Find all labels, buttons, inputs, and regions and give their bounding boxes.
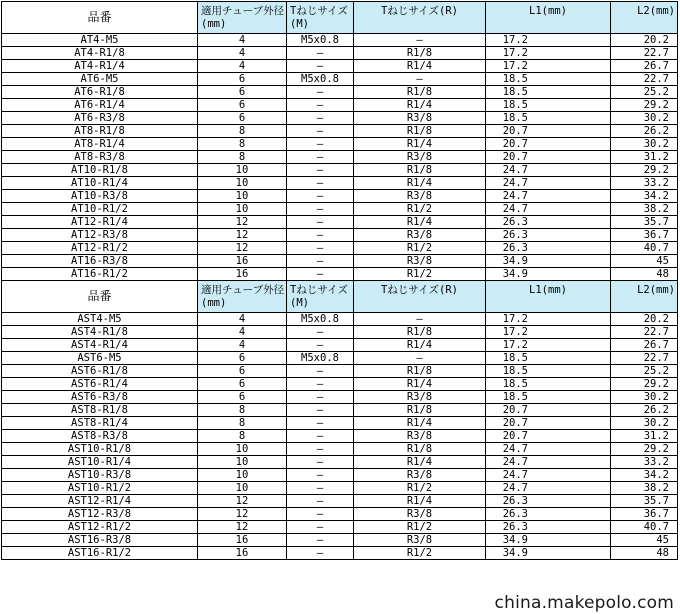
header-code: 品番 bbox=[2, 2, 198, 34]
cell-l1: 18.5 bbox=[486, 365, 611, 378]
cell-code: AT12-R3/8 bbox=[2, 229, 198, 242]
cell-t-r: R1/4 bbox=[354, 99, 486, 112]
header-t-m: Tねじサイズ(M) bbox=[287, 281, 354, 313]
cell-t-m: — bbox=[287, 268, 354, 281]
cell-t-m: — bbox=[287, 534, 354, 547]
cell-t-m: — bbox=[287, 190, 354, 203]
cell-t-r: R1/2 bbox=[354, 268, 486, 281]
cell-code: AT8-R1/4 bbox=[2, 138, 198, 151]
cell-code: AST8-R3/8 bbox=[2, 430, 198, 443]
cell-t-r: R3/8 bbox=[354, 190, 486, 203]
cell-t-m: M5x0.8 bbox=[287, 313, 354, 326]
cell-tube: 12 bbox=[198, 242, 287, 255]
cell-t-m: M5x0.8 bbox=[287, 34, 354, 47]
cell-code: AST4-R1/8 bbox=[2, 326, 198, 339]
cell-t-m: — bbox=[287, 508, 354, 521]
table-row bbox=[2, 190, 678, 203]
cell-code: AST6-R1/4 bbox=[2, 378, 198, 391]
cell-code: AST4-R1/4 bbox=[2, 339, 198, 352]
cell-code: AST10-R1/2 bbox=[2, 482, 198, 495]
cell-l1: 34.9 bbox=[486, 547, 611, 560]
cell-code: AT4-M5 bbox=[2, 34, 198, 47]
table-row bbox=[2, 34, 678, 47]
table-row bbox=[2, 365, 678, 378]
cell-t-r: — bbox=[354, 352, 486, 365]
cell-t-r: R1/4 bbox=[354, 378, 486, 391]
table-row bbox=[2, 255, 678, 268]
header-code: 品番 bbox=[2, 281, 198, 313]
table-row bbox=[2, 242, 678, 255]
cell-t-m: — bbox=[287, 203, 354, 216]
table-row bbox=[2, 203, 678, 216]
watermark-text: china.makepolo.com bbox=[494, 593, 674, 613]
cell-t-r: R1/4 bbox=[354, 417, 486, 430]
cell-code: AT12-R1/4 bbox=[2, 216, 198, 229]
cell-t-m: — bbox=[287, 255, 354, 268]
cell-t-m: — bbox=[287, 112, 354, 125]
cell-l2: 20.2 bbox=[611, 313, 678, 326]
cell-code: AT8-R3/8 bbox=[2, 151, 198, 164]
cell-t-m: — bbox=[287, 326, 354, 339]
cell-t-m: — bbox=[287, 216, 354, 229]
cell-t-r: R1/8 bbox=[354, 86, 486, 99]
cell-tube: 6 bbox=[198, 99, 287, 112]
cell-l1: 20.7 bbox=[486, 125, 611, 138]
cell-l1: 17.2 bbox=[486, 313, 611, 326]
cell-t-m: — bbox=[287, 404, 354, 417]
cell-l2: 34.2 bbox=[611, 190, 678, 203]
cell-l1: 24.7 bbox=[486, 177, 611, 190]
cell-t-m: — bbox=[287, 482, 354, 495]
cell-t-m: — bbox=[287, 99, 354, 112]
cell-t-r: R3/8 bbox=[354, 469, 486, 482]
cell-code: AST10-R1/4 bbox=[2, 456, 198, 469]
cell-code: AT6-R1/4 bbox=[2, 99, 198, 112]
header-t-r: Tねじサイズ(R) bbox=[354, 2, 486, 34]
cell-t-r: R1/2 bbox=[354, 521, 486, 534]
cell-l2: 45 bbox=[611, 255, 678, 268]
cell-t-m: — bbox=[287, 495, 354, 508]
table-row bbox=[2, 47, 678, 60]
cell-l1: 18.5 bbox=[486, 378, 611, 391]
cell-t-m: — bbox=[287, 443, 354, 456]
cell-l2: 25.2 bbox=[611, 86, 678, 99]
cell-l2: 31.2 bbox=[611, 430, 678, 443]
cell-tube: 10 bbox=[198, 469, 287, 482]
cell-code: AT10-R1/8 bbox=[2, 164, 198, 177]
cell-t-r: R3/8 bbox=[354, 255, 486, 268]
cell-code: AST10-R3/8 bbox=[2, 469, 198, 482]
cell-t-r: R1/4 bbox=[354, 138, 486, 151]
cell-l2: 31.2 bbox=[611, 151, 678, 164]
cell-code: AT10-R1/2 bbox=[2, 203, 198, 216]
cell-code: AST6-R1/8 bbox=[2, 365, 198, 378]
table-row bbox=[2, 73, 678, 86]
cell-tube: 10 bbox=[198, 177, 287, 190]
table-row bbox=[2, 430, 678, 443]
cell-l2: 35.7 bbox=[611, 216, 678, 229]
cell-l2: 48 bbox=[611, 547, 678, 560]
cell-tube: 6 bbox=[198, 352, 287, 365]
cell-t-m: — bbox=[287, 456, 354, 469]
cell-l1: 20.7 bbox=[486, 138, 611, 151]
cell-l2: 22.7 bbox=[611, 352, 678, 365]
cell-t-r: R1/4 bbox=[354, 495, 486, 508]
cell-l1: 34.9 bbox=[486, 255, 611, 268]
cell-tube: 6 bbox=[198, 378, 287, 391]
cell-tube: 8 bbox=[198, 138, 287, 151]
cell-t-m: — bbox=[287, 430, 354, 443]
cell-code: AST10-R1/8 bbox=[2, 443, 198, 456]
cell-code: AT10-R3/8 bbox=[2, 190, 198, 203]
cell-t-m: — bbox=[287, 391, 354, 404]
cell-l1: 24.7 bbox=[486, 469, 611, 482]
cell-t-r: R3/8 bbox=[354, 391, 486, 404]
cell-t-m: — bbox=[287, 47, 354, 60]
cell-t-r: R1/8 bbox=[354, 326, 486, 339]
cell-t-m: — bbox=[287, 417, 354, 430]
cell-l1: 17.2 bbox=[486, 326, 611, 339]
header-l2: L2(mm) bbox=[611, 2, 678, 34]
cell-code: AST8-R1/8 bbox=[2, 404, 198, 417]
table-row bbox=[2, 469, 678, 482]
table-row bbox=[2, 352, 678, 365]
cell-l1: 26.3 bbox=[486, 216, 611, 229]
cell-l1: 17.2 bbox=[486, 47, 611, 60]
table-row bbox=[2, 125, 678, 138]
cell-l2: 30.2 bbox=[611, 417, 678, 430]
cell-tube: 8 bbox=[198, 125, 287, 138]
cell-tube: 6 bbox=[198, 112, 287, 125]
cell-tube: 12 bbox=[198, 508, 287, 521]
cell-l1: 34.9 bbox=[486, 534, 611, 547]
cell-t-m: — bbox=[287, 339, 354, 352]
cell-t-m: — bbox=[287, 138, 354, 151]
cell-tube: 8 bbox=[198, 151, 287, 164]
cell-l2: 29.2 bbox=[611, 99, 678, 112]
cell-l2: 29.2 bbox=[611, 378, 678, 391]
cell-code: AT6-M5 bbox=[2, 73, 198, 86]
table-row bbox=[2, 521, 678, 534]
header-tube: 適用チューブ外径(mm) bbox=[198, 2, 287, 34]
header-l1: L1(mm) bbox=[486, 2, 611, 34]
table-row bbox=[2, 177, 678, 190]
cell-t-r: R1/2 bbox=[354, 482, 486, 495]
cell-code: AT4-R1/8 bbox=[2, 47, 198, 60]
cell-t-r: — bbox=[354, 34, 486, 47]
cell-code: AST8-R1/4 bbox=[2, 417, 198, 430]
cell-l1: 24.7 bbox=[486, 190, 611, 203]
cell-tube: 6 bbox=[198, 86, 287, 99]
table-row bbox=[2, 268, 678, 281]
cell-l1: 26.3 bbox=[486, 242, 611, 255]
cell-t-r: R1/8 bbox=[354, 125, 486, 138]
cell-l2: 35.7 bbox=[611, 495, 678, 508]
cell-t-r: R3/8 bbox=[354, 508, 486, 521]
cell-code: AT4-R1/4 bbox=[2, 60, 198, 73]
cell-code: AST12-R1/2 bbox=[2, 521, 198, 534]
cell-t-r: R1/8 bbox=[354, 47, 486, 60]
header-l1: L1(mm) bbox=[486, 281, 611, 313]
table-row bbox=[2, 339, 678, 352]
cell-t-r: R3/8 bbox=[354, 430, 486, 443]
cell-code: AST6-R3/8 bbox=[2, 391, 198, 404]
cell-l2: 36.7 bbox=[611, 508, 678, 521]
cell-l2: 36.7 bbox=[611, 229, 678, 242]
cell-t-r: R1/4 bbox=[354, 177, 486, 190]
table-row bbox=[2, 417, 678, 430]
cell-l1: 26.3 bbox=[486, 521, 611, 534]
cell-t-m: — bbox=[287, 469, 354, 482]
table-row bbox=[2, 112, 678, 125]
cell-l2: 30.2 bbox=[611, 138, 678, 151]
cell-l2: 25.2 bbox=[611, 365, 678, 378]
cell-t-m: — bbox=[287, 365, 354, 378]
cell-tube: 6 bbox=[198, 365, 287, 378]
cell-t-r: R1/8 bbox=[354, 443, 486, 456]
cell-code: AT12-R1/2 bbox=[2, 242, 198, 255]
cell-l2: 40.7 bbox=[611, 242, 678, 255]
table-row bbox=[2, 443, 678, 456]
spec-table bbox=[1, 1, 678, 560]
table-row bbox=[2, 534, 678, 547]
table-row bbox=[2, 547, 678, 560]
cell-l2: 22.7 bbox=[611, 326, 678, 339]
cell-l2: 26.2 bbox=[611, 125, 678, 138]
cell-l1: 20.7 bbox=[486, 404, 611, 417]
cell-tube: 12 bbox=[198, 521, 287, 534]
cell-tube: 12 bbox=[198, 495, 287, 508]
header-tube: 適用チューブ外径(mm) bbox=[198, 281, 287, 313]
cell-l1: 20.7 bbox=[486, 417, 611, 430]
cell-l2: 45 bbox=[611, 534, 678, 547]
cell-t-r: R1/8 bbox=[354, 365, 486, 378]
table-row bbox=[2, 60, 678, 73]
table-row bbox=[2, 326, 678, 339]
cell-l1: 18.5 bbox=[486, 112, 611, 125]
cell-code: AST12-R3/8 bbox=[2, 508, 198, 521]
cell-l1: 20.7 bbox=[486, 430, 611, 443]
cell-code: AST16-R1/2 bbox=[2, 547, 198, 560]
cell-t-m: — bbox=[287, 164, 354, 177]
cell-code: AT10-R1/4 bbox=[2, 177, 198, 190]
cell-l1: 24.7 bbox=[486, 443, 611, 456]
table-row bbox=[2, 482, 678, 495]
table-row bbox=[2, 508, 678, 521]
header-row bbox=[2, 2, 678, 34]
cell-tube: 10 bbox=[198, 443, 287, 456]
cell-code: AT8-R1/8 bbox=[2, 125, 198, 138]
table-row bbox=[2, 164, 678, 177]
cell-code: AST12-R1/4 bbox=[2, 495, 198, 508]
cell-l1: 24.7 bbox=[486, 482, 611, 495]
cell-l1: 34.9 bbox=[486, 268, 611, 281]
cell-tube: 4 bbox=[198, 60, 287, 73]
cell-t-r: R1/4 bbox=[354, 456, 486, 469]
cell-tube: 10 bbox=[198, 203, 287, 216]
cell-t-m: — bbox=[287, 125, 354, 138]
cell-l1: 18.5 bbox=[486, 99, 611, 112]
cell-t-r: R3/8 bbox=[354, 534, 486, 547]
table-row bbox=[2, 86, 678, 99]
table-row bbox=[2, 99, 678, 112]
cell-t-r: — bbox=[354, 313, 486, 326]
cell-t-r: R3/8 bbox=[354, 112, 486, 125]
cell-code: AST6-M5 bbox=[2, 352, 198, 365]
header-t-r: Tねじサイズ(R) bbox=[354, 281, 486, 313]
table-row bbox=[2, 391, 678, 404]
cell-tube: 8 bbox=[198, 417, 287, 430]
table-row bbox=[2, 404, 678, 417]
cell-l2: 22.7 bbox=[611, 47, 678, 60]
header-t-m: Tねじサイズ(M) bbox=[287, 2, 354, 34]
cell-l2: 30.2 bbox=[611, 112, 678, 125]
cell-t-r: R1/2 bbox=[354, 547, 486, 560]
cell-l1: 17.2 bbox=[486, 60, 611, 73]
cell-l2: 29.2 bbox=[611, 164, 678, 177]
cell-l1: 18.5 bbox=[486, 391, 611, 404]
cell-t-r: — bbox=[354, 73, 486, 86]
cell-tube: 10 bbox=[198, 164, 287, 177]
table-row bbox=[2, 313, 678, 326]
cell-code: AT16-R1/2 bbox=[2, 268, 198, 281]
cell-l1: 17.2 bbox=[486, 339, 611, 352]
cell-t-m: — bbox=[287, 151, 354, 164]
cell-l1: 17.2 bbox=[486, 34, 611, 47]
header-row bbox=[2, 281, 678, 313]
cell-t-m: — bbox=[287, 177, 354, 190]
cell-l1: 24.7 bbox=[486, 456, 611, 469]
cell-t-m: — bbox=[287, 242, 354, 255]
cell-l2: 33.2 bbox=[611, 177, 678, 190]
cell-t-m: M5x0.8 bbox=[287, 73, 354, 86]
cell-tube: 4 bbox=[198, 34, 287, 47]
header-l2: L2(mm) bbox=[611, 281, 678, 313]
cell-l2: 26.2 bbox=[611, 404, 678, 417]
cell-l1: 18.5 bbox=[486, 352, 611, 365]
cell-t-r: R1/2 bbox=[354, 203, 486, 216]
cell-tube: 12 bbox=[198, 216, 287, 229]
cell-tube: 4 bbox=[198, 313, 287, 326]
cell-t-m: M5x0.8 bbox=[287, 352, 354, 365]
table-row bbox=[2, 229, 678, 242]
cell-l2: 38.2 bbox=[611, 203, 678, 216]
table-row bbox=[2, 495, 678, 508]
cell-tube: 4 bbox=[198, 47, 287, 60]
cell-t-r: R1/4 bbox=[354, 60, 486, 73]
cell-tube: 8 bbox=[198, 430, 287, 443]
cell-l1: 26.3 bbox=[486, 508, 611, 521]
cell-tube: 16 bbox=[198, 255, 287, 268]
cell-tube: 8 bbox=[198, 404, 287, 417]
cell-t-m: — bbox=[287, 378, 354, 391]
cell-tube: 4 bbox=[198, 326, 287, 339]
cell-l1: 18.5 bbox=[486, 73, 611, 86]
cell-l1: 26.3 bbox=[486, 495, 611, 508]
cell-code: AT6-R3/8 bbox=[2, 112, 198, 125]
table-row bbox=[2, 151, 678, 164]
cell-l2: 22.7 bbox=[611, 73, 678, 86]
cell-t-r: R3/8 bbox=[354, 151, 486, 164]
cell-t-m: — bbox=[287, 86, 354, 99]
cell-t-r: R1/4 bbox=[354, 216, 486, 229]
cell-l1: 26.3 bbox=[486, 229, 611, 242]
cell-l2: 48 bbox=[611, 268, 678, 281]
cell-code: AST16-R3/8 bbox=[2, 534, 198, 547]
cell-l1: 18.5 bbox=[486, 86, 611, 99]
cell-l2: 30.2 bbox=[611, 391, 678, 404]
cell-l2: 26.7 bbox=[611, 339, 678, 352]
cell-tube: 16 bbox=[198, 268, 287, 281]
table-row bbox=[2, 216, 678, 229]
cell-l1: 20.7 bbox=[486, 151, 611, 164]
table-body bbox=[2, 2, 678, 560]
cell-t-m: — bbox=[287, 60, 354, 73]
cell-code: AT6-R1/8 bbox=[2, 86, 198, 99]
cell-t-r: R1/2 bbox=[354, 242, 486, 255]
cell-l2: 38.2 bbox=[611, 482, 678, 495]
table-row bbox=[2, 138, 678, 151]
cell-tube: 10 bbox=[198, 482, 287, 495]
cell-l2: 29.2 bbox=[611, 443, 678, 456]
cell-l1: 24.7 bbox=[486, 203, 611, 216]
cell-l2: 33.2 bbox=[611, 456, 678, 469]
cell-tube: 6 bbox=[198, 391, 287, 404]
cell-l1: 24.7 bbox=[486, 164, 611, 177]
cell-code: AT16-R3/8 bbox=[2, 255, 198, 268]
cell-t-r: R1/8 bbox=[354, 164, 486, 177]
cell-tube: 10 bbox=[198, 456, 287, 469]
cell-tube: 16 bbox=[198, 547, 287, 560]
cell-t-r: R1/4 bbox=[354, 339, 486, 352]
cell-tube: 4 bbox=[198, 339, 287, 352]
cell-t-m: — bbox=[287, 229, 354, 242]
cell-l2: 34.2 bbox=[611, 469, 678, 482]
cell-l2: 20.2 bbox=[611, 34, 678, 47]
cell-tube: 16 bbox=[198, 534, 287, 547]
cell-tube: 12 bbox=[198, 229, 287, 242]
cell-l2: 26.7 bbox=[611, 60, 678, 73]
cell-code: AST4-M5 bbox=[2, 313, 198, 326]
cell-tube: 10 bbox=[198, 190, 287, 203]
cell-t-m: — bbox=[287, 521, 354, 534]
table-row bbox=[2, 378, 678, 391]
cell-l2: 40.7 bbox=[611, 521, 678, 534]
table-row bbox=[2, 456, 678, 469]
cell-t-m: — bbox=[287, 547, 354, 560]
cell-t-r: R1/8 bbox=[354, 404, 486, 417]
cell-t-r: R3/8 bbox=[354, 229, 486, 242]
cell-tube: 6 bbox=[198, 73, 287, 86]
